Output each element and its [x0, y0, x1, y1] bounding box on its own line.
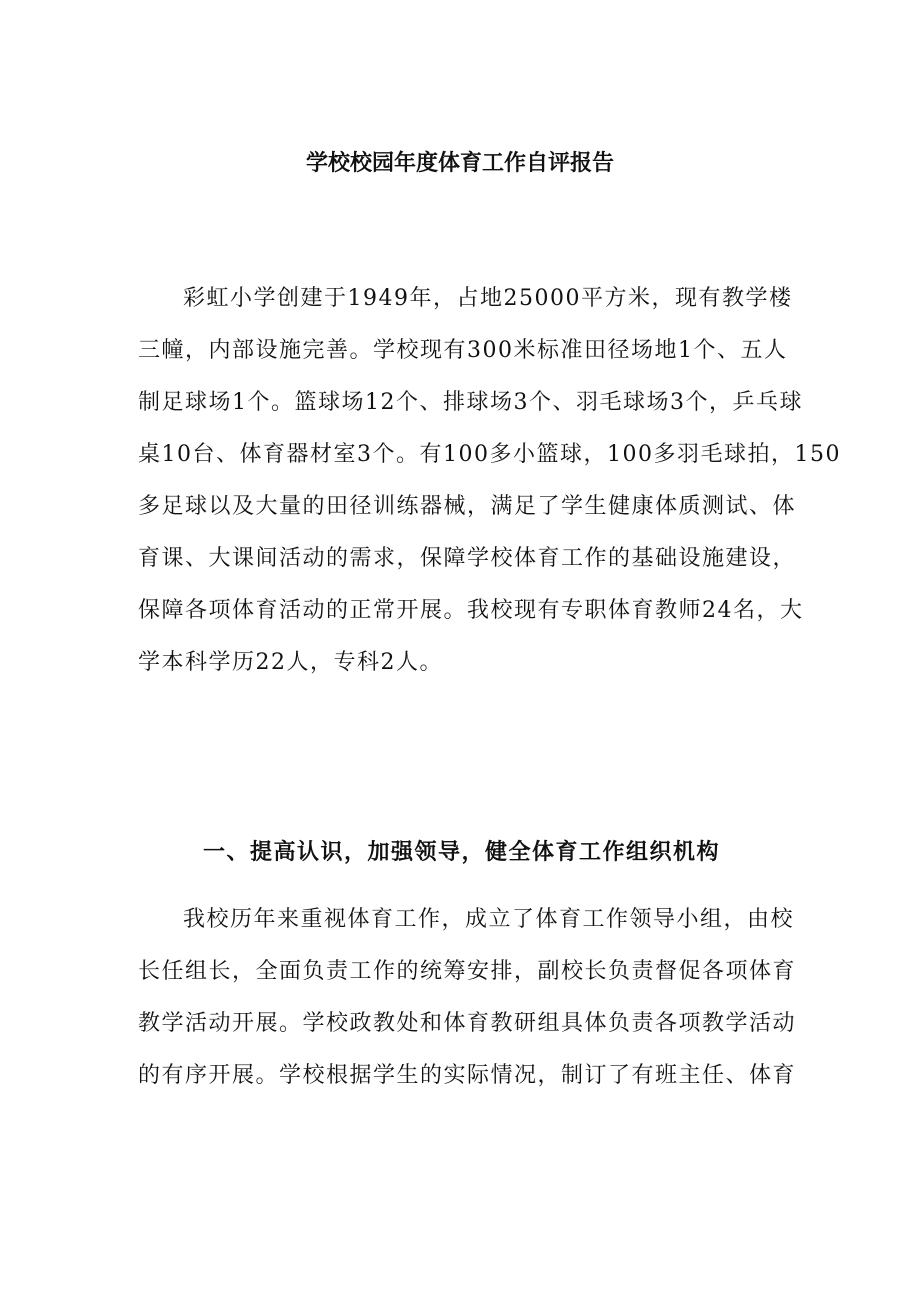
paragraph-line: 保障各项体育活动的正常开展。我校现有专职体育教师24名，大 [138, 598, 804, 623]
document-title: 学校校园年度体育工作自评报告 [305, 151, 614, 176]
paragraph-line: 三幢，内部设施完善。学校现有300米标准田径场地1个、五人 [138, 338, 788, 363]
paragraph-organization [138, 894, 797, 1102]
paragraph-line: 教学活动开展。学校政教处和体育教研组具体负责各项教学活动 [138, 1011, 797, 1036]
paragraph-line: 的有序开展。学校根据学生的实际情况，制订了有班主任、体育 [138, 1063, 797, 1088]
paragraph-line: 长任组长，全面负责工作的统筹安排，副校长负责督促各项体育 [138, 959, 797, 984]
paragraph-line: 学本科学历22人，专科2人。 [138, 650, 443, 675]
paragraph-intro [138, 273, 841, 689]
paragraph-line: 桌10台、体育器材室3个。有100多小篮球，100多羽毛球拍，150 [138, 442, 841, 467]
paragraph-line: 育课、大课间活动的需求，保障学校体育工作的基础设施建设， [138, 546, 797, 571]
paragraph-line: 彩虹小学创建于1949年，占地25000平方米，现有教学楼 [183, 286, 793, 311]
paragraph-line: 我校历年来重视体育工作，成立了体育工作领导小组，由校 [183, 907, 795, 932]
section-heading: 一、提高认识，加强领导，健全体育工作组织机构 [203, 839, 721, 865]
paragraph-line: 多足球以及大量的田径训练器械，满足了学生健康体质测试、体 [138, 494, 797, 519]
paragraph-line: 制足球场1个。篮球场12个、排球场3个、羽毛球场3个，乒乓球 [138, 390, 803, 415]
